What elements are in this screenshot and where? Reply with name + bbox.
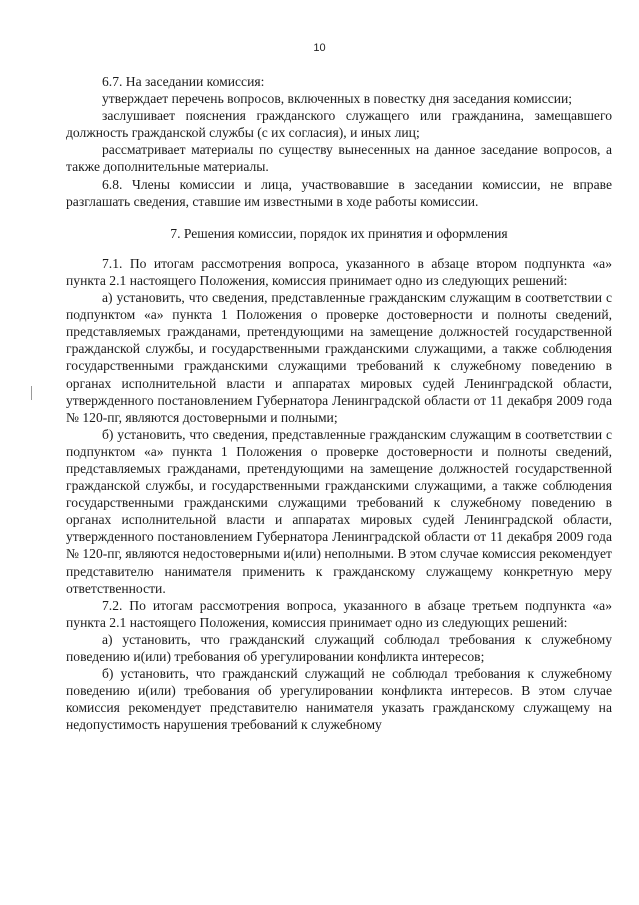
document-body [66,73,612,733]
paragraph-6-7-considers: рассматривает материалы по существу вынесенных на данное заседание вопросов, а также дополнительные материалы. [66,142,612,175]
paragraph-6-7-hears: заслушивает пояснения гражданского служащего или гражданина, замещавшего должность гражданской службы (с их согласия), и иных лиц; [66,108,612,141]
paragraph-7-2-b: б) установить, что гражданский служащий не соблюдал требования к служебному поведению и(или) требования об урегулировании конфликта интересов. В этом случае комиссия рекомендует представителю нанимателя указать гражданскому служащему на недопустимость нарушения требований к служебному [66,666,612,733]
paragraph-7-2-a: а) установить, что гражданский служащий соблюдал требования к служебному поведению и(или) требования об урегулировании конфликта интересов; [66,631,612,664]
scan-margin-mark [31,386,32,400]
paragraph-6-7: 6.7. На заседании комиссия: [102,74,265,89]
paragraph-7-1-b: б) установить, что сведения, представленные гражданским служащим в соответствии с подпунктом «а» пункта 1 Положения о проверке достоверности и полноты сведений, представляемых гражданами, претендующими на замещение должностей государственной гражданской службы, и государственными гражданскими служащими, а также соблюдения государственными гражданскими служащими требований к служебному поведению в органах исполнительной власти и аппаратах мировых судей Ленинградской области, утвержденного постановлением Губернатора Ленинградской области от 11 декабря 2009 года № 120-пг, являются недостоверными и(или) неполными. В этом случае комиссия рекомендует представителю нанимателя применить к гражданскому служащему конкретную меру ответственности. [66,426,612,596]
paragraph-6-8: 6.8. Члены комиссии и лица, участвовавшие в заседании комиссии, не вправе разглашать сведения, ставшие им известными в ходе работы комиссии. [66,176,612,209]
paragraph-6-7-approves: утверждает перечень вопросов, включенных в повестку дня заседания комиссии; [102,91,573,107]
section-heading: 7. Решения комиссии, порядок их принятия и оформления [170,225,508,241]
paragraph-7-1-a: а) установить, что сведения, представленные гражданским служащим в соответствии с подпунктом «а» пункта 1 Положения о проверке достоверности и полноты сведений, представляемых гражданами, претендующими на замещение должностей государственной гражданской службы, и государственными гражданскими служащими, а также соблюдения государственными гражданскими служащими требований к служебному поведению в органах исполнительной власти и аппаратах мировых судей Ленинградской области, утвержденного постановлением Губернатора Ленинградской области от 11 декабря 2009 года № 120-пг, являются достоверными и полными; [66,290,612,425]
paragraph-7-1: 7.1. По итогам рассмотрения вопроса, указанного в абзаце втором подпункта «а» пункта 2.1 настоящего Положения, комиссия принимает одно из следующих решений: [66,255,612,288]
page-number: 10 [313,42,326,54]
paragraph-7-2: 7.2. По итогам рассмотрения вопроса, указанного в абзаце третьем подпункта «а» пункта 2.1 настоящего Положения, комиссия принимает одно из следующих решений: [66,597,612,630]
